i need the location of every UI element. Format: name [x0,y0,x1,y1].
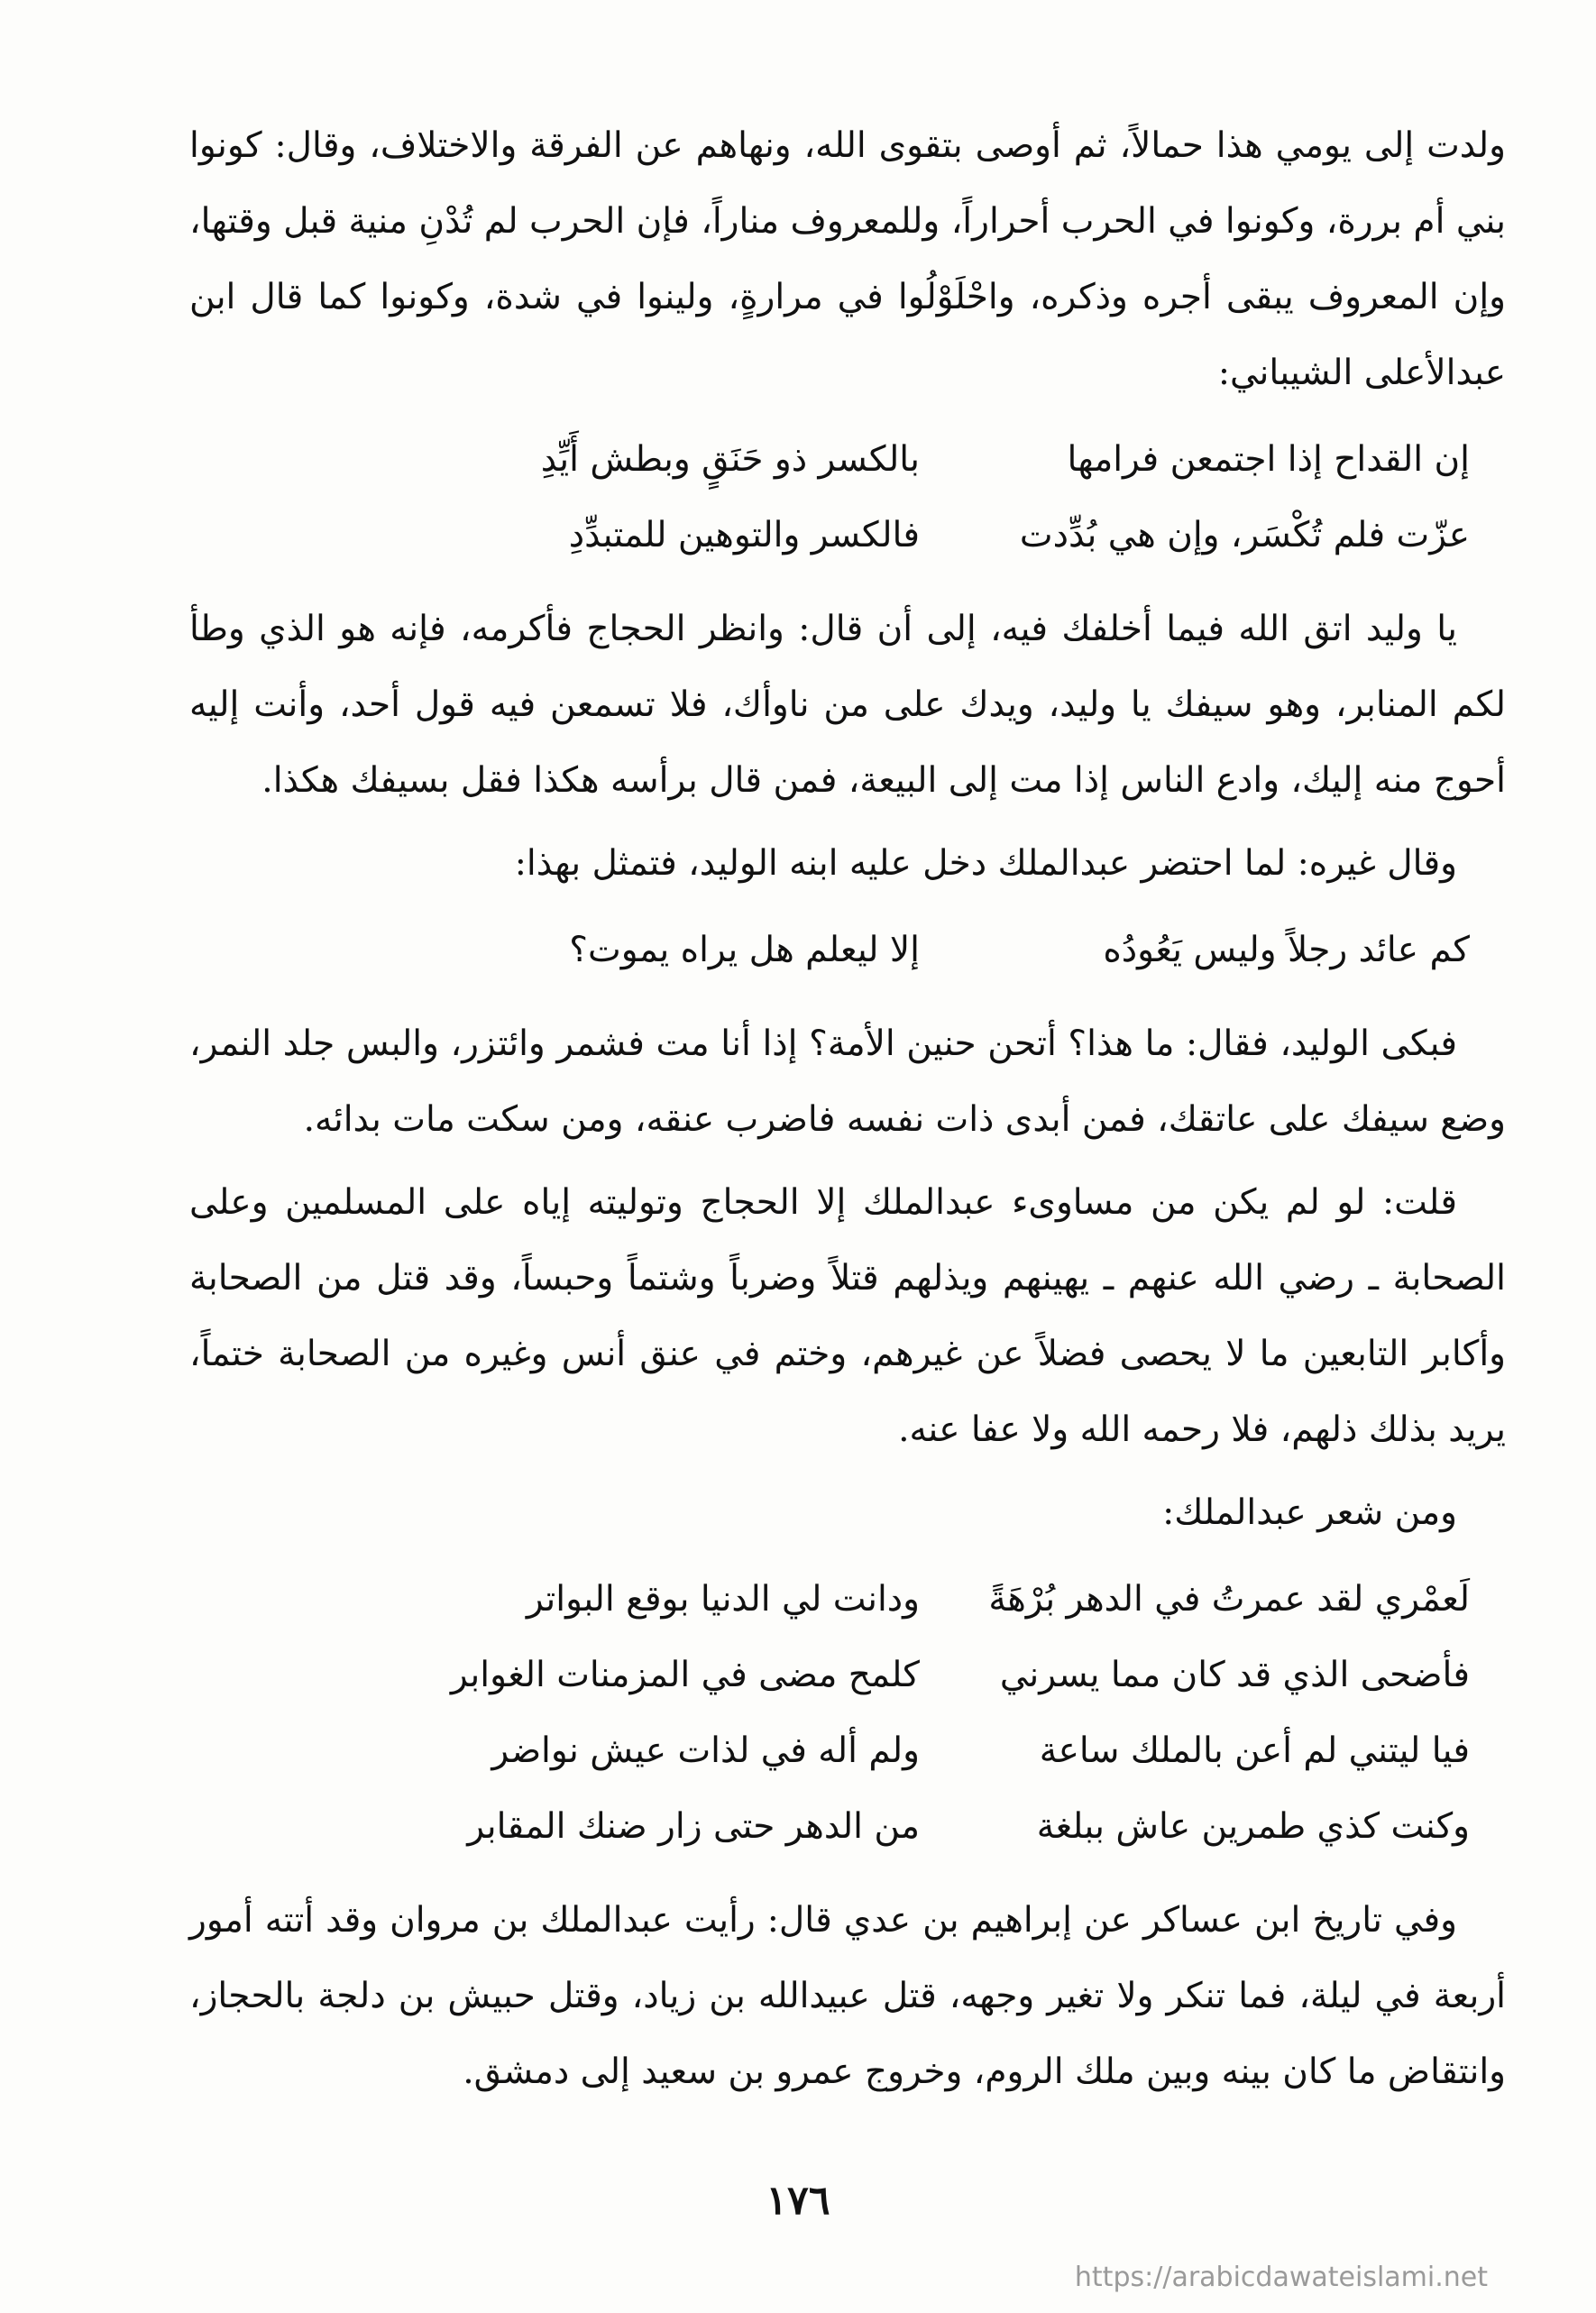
paragraph-advice-hajjaj: يا وليد اتق الله فيما أخلفك فيه، إلى أن قال: وانظر الحجاج فأكرمه، فإنه هو الذي وطأ لكم المنابر، وهو سيفك يا وليد، ويدك على من ناوأك، فلا تسمعن فيه قول أحد، وأنت إليه أحوج منه إليك، وادع الناس إذا مت إلى البيعة، فمن قال برأسه هكذا فقل بسيفك هكذا. [189,609,1506,801]
verse-line [189,1562,1506,1638]
verse-first-hemistich: فيا ليتني لم أعن بالملك ساعة [1039,1730,1470,1771]
verse-second-hemistich: بالكسر ذو حَنَقٍ وبطش أَيِّدِ [540,439,920,480]
verse-line [189,1638,1506,1713]
verse-first-hemistich: فأضحى الذي قد كان مما يسرني [999,1655,1470,1695]
verse-block-shaybani [189,422,1506,574]
verse-second-hemistich: ودانت لي الدنيا بوقع البواتر [526,1579,920,1620]
verse-first-hemistich: وكنت كذي طمرين عاش ببلغة [1036,1806,1470,1847]
verse-second-hemistich: من الدهر حتى زار ضنك المقابر [467,1806,920,1847]
paragraph-ibn-asakir: وفي تاريخ ابن عساكر عن إبراهيم بن عدي قال: رأيت عبدالملك بن مروان وقد أتته أمور أربعة في ليلة، فما تنكر ولا تغير وجهه، قتل عبيدالله بن زياد، وقتل حبيش بن دلجة بالحجاز، وانتقاض ما كان بينه وبين ملك الروم، وخروج عمرو بن سعيد إلى دمشق. [189,1900,1506,2092]
verse-block-deathbed [189,913,1506,988]
verse-line [189,1789,1506,1865]
verse-first-hemistich: لَعمْري لقد عمرتُ في الدهر بُرْهَةً [988,1579,1470,1620]
paragraph-opening: ولدت إلى يومي هذا حمالاً، ثم أوصى بتقوى الله، ونهاهم عن الفرقة والاختلاف، وقال: كونوا بني أم بررة، وكونوا في الحرب أحراراً، وللمعروف مناراً، فإن الحرب لم تُدْنِ منية قبل وقتها، وإن المعروف يبقى أجره وذكره، واحْلَوْلُوا في مرارةٍ، ولينوا في شدة، وكونوا كما قال ابن عبدالأعلى الشيباني: [189,125,1506,393]
verse-second-hemistich: ولم أله في لذات عيش نواضر [491,1730,920,1771]
verse-line [189,498,1506,574]
watermark-url: https://arabicdawateislami.net [1074,2262,1488,2293]
paragraph-deathbed: وقال غيره: لما احتضر عبدالملك دخل عليه ابنه الوليد، فتمثل بهذا: [514,843,1457,884]
verse-second-hemistich: إلا ليعلم هل يراه يموت؟ [569,930,920,970]
verse-first-hemistich: إن القداح إذا اجتمعن فرامها [1067,439,1470,480]
verse-first-hemistich: كم عائد رجلاً وليس يَعُودُه [1103,930,1470,970]
page-body [189,108,1506,2117]
paragraph-poetry-intro: ومن شعر عبدالملك: [1162,1492,1457,1533]
verse-block-abdulmalik [189,1562,1506,1865]
verse-line [189,1713,1506,1789]
verse-second-hemistich: كلمح مضى في المزمنات الغوابر [450,1655,920,1695]
verse-line [189,422,1506,498]
verse-first-hemistich: عزّت فلم تُكْسَر، وإن هي بُدِّدت [1019,515,1470,555]
paragraph-author-comment: قلت: لو لم يكن من مساوىء عبدالملك إلا الحجاج وتوليته إياه على المسلمين وعلى الصحابة ـ رضي الله عنهم ـ يهينهم ويذلهم قتلاً وضرباً وشتماً وحبساً، وقد قتل من الصحابة وأكابر التابعين ما لا يحصى فضلاً عن غيرهم، وختم في عنق أنس وغيره من الصحابة ختماً، يريد بذلك ذلهم، فلا رحمه الله ولا عفا عنه. [189,1182,1506,1450]
verse-second-hemistich: فالكسر والتوهين للمتبدِّدِ [568,515,920,555]
page-number: ١٧٦ [766,2178,830,2224]
verse-line [189,913,1506,988]
paragraph-walid-weeps: فبكى الوليد، فقال: ما هذا؟ أتحن حنين الأمة؟ إذا أنا مت فشمر وائتزر، والبس جلد النمر، وضع سيفك على عاتقك، فمن أبدى ذات نفسه فاضرب عنقه، ومن سكت مات بدائه. [189,1023,1506,1140]
